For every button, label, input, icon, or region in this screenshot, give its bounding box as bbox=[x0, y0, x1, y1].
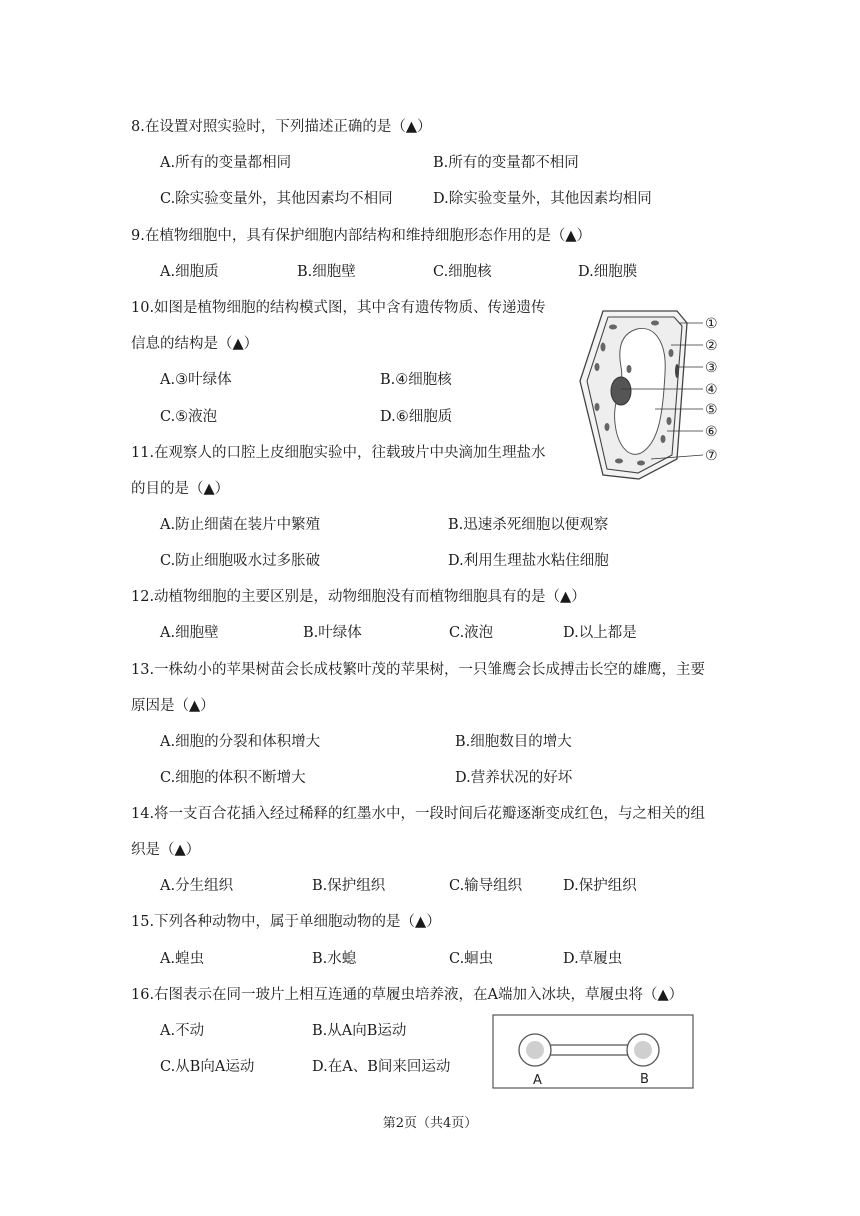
question-12-stem: 12.动植物细胞的主要区别是，动物细胞没有而植物细胞具有的是（▲） bbox=[131, 589, 586, 605]
question-13-stem-line2: 原因是（▲） bbox=[131, 698, 215, 714]
q15-option-c: C.蛔虫 bbox=[449, 951, 494, 967]
q10-option-d: D.⑥细胞质 bbox=[380, 409, 453, 425]
slide-diagram bbox=[492, 1014, 694, 1090]
q10-option-c: C.⑤液泡 bbox=[160, 409, 218, 425]
q16-option-d: D.在A、B间来回运动 bbox=[312, 1059, 451, 1075]
plant-cell-diagram bbox=[575, 303, 735, 483]
q10-option-a: A.③叶绿体 bbox=[160, 372, 232, 388]
q9-option-a: A.细胞质 bbox=[160, 264, 219, 280]
q11-option-c: C.防止细胞吸水过多胀破 bbox=[160, 553, 321, 569]
q8-option-d: D.除实验变量外，其他因素均相同 bbox=[433, 191, 652, 207]
q14-option-c: C.输导组织 bbox=[449, 878, 523, 894]
slide-label-a: A bbox=[533, 1073, 542, 1088]
q14-option-d: D.保护组织 bbox=[563, 878, 637, 894]
q8-option-c: C.除实验变量外，其他因素均不相同 bbox=[160, 191, 393, 207]
q13-option-a: A.细胞的分裂和体积增大 bbox=[160, 734, 321, 750]
question-16-stem: 16.右图表示在同一玻片上相互连通的草履虫培养液，在A端加入冰块，草履虫将（▲） bbox=[131, 987, 684, 1003]
q13-option-b: B.细胞数目的增大 bbox=[455, 734, 572, 750]
q11-option-a: A.防止细菌在装片中繁殖 bbox=[160, 517, 321, 533]
q8-option-b: B.所有的变量都不相同 bbox=[433, 155, 579, 171]
q16-option-b: B.从A向B运动 bbox=[312, 1023, 407, 1039]
cell-label-1: ① bbox=[705, 316, 718, 332]
question-15-stem: 15.下列各种动物中，属于单细胞动物的是（▲） bbox=[131, 914, 441, 930]
cell-label-2: ② bbox=[705, 338, 718, 354]
cell-label-7: ⑦ bbox=[705, 448, 718, 464]
question-13-stem-line1: 13.一株幼小的苹果树苗会长成枝繁叶茂的苹果树，一只雏鹰会长成搏击长空的雄鹰，主要 bbox=[131, 662, 706, 678]
question-10-stem-line1: 10.如图是植物细胞的结构模式图，其中含有遗传物质、传递遗传 bbox=[131, 300, 546, 316]
q15-option-a: A.蝗虫 bbox=[160, 951, 205, 967]
q9-option-b: B.细胞壁 bbox=[297, 264, 356, 280]
q12-option-a: A.细胞壁 bbox=[160, 625, 219, 641]
q16-option-a: A.不动 bbox=[160, 1023, 205, 1039]
question-11-stem-line2: 的目的是（▲） bbox=[131, 481, 230, 497]
cell-label-3: ③ bbox=[705, 360, 718, 376]
q15-option-d: D.草履虫 bbox=[563, 951, 623, 967]
question-11-stem-line1: 11.在观察人的口腔上皮细胞实验中，往载玻片中央滴加生理盐水 bbox=[131, 445, 546, 461]
q11-option-d: D.利用生理盐水粘住细胞 bbox=[448, 553, 609, 569]
q13-option-c: C.细胞的体积不断增大 bbox=[160, 770, 306, 786]
q8-option-a: A.所有的变量都相同 bbox=[160, 155, 292, 171]
question-14-stem-line2: 织是（▲） bbox=[131, 842, 201, 858]
cell-label-6: ⑥ bbox=[705, 424, 718, 440]
cell-label-5: ⑤ bbox=[705, 402, 718, 418]
question-10-stem-line2: 信息的结构是（▲） bbox=[131, 336, 259, 352]
cell-label-4: ④ bbox=[705, 382, 718, 398]
q12-option-b: B.叶绿体 bbox=[303, 625, 362, 641]
slide-label-b: B bbox=[640, 1072, 649, 1087]
q11-option-b: B.迅速杀死细胞以便观察 bbox=[448, 517, 609, 533]
question-9-stem: 9.在植物细胞中，具有保护细胞内部结构和维持细胞形态作用的是（▲） bbox=[131, 228, 591, 244]
question-14-stem-line1: 14.将一支百合花插入经过稀释的红墨水中，一段时间后花瓣逐渐变成红色，与之相关的组 bbox=[131, 806, 706, 822]
q12-option-c: C.液泡 bbox=[449, 625, 494, 641]
q13-option-d: D.营养状况的好坏 bbox=[455, 770, 573, 786]
q12-option-d: D.以上都是 bbox=[563, 625, 637, 641]
q15-option-b: B.水螅 bbox=[312, 951, 357, 967]
q16-option-c: C.从B向A运动 bbox=[160, 1059, 255, 1075]
q9-option-c: C.细胞核 bbox=[433, 264, 492, 280]
q14-option-b: B.保护组织 bbox=[312, 878, 386, 894]
q9-option-d: D.细胞膜 bbox=[578, 264, 638, 280]
question-8-stem: 8.在设置对照实验时，下列描述正确的是（▲） bbox=[131, 119, 432, 135]
q10-option-b: B.④细胞核 bbox=[380, 372, 452, 388]
page-footer: 第2页（共4页） bbox=[382, 1116, 478, 1131]
q14-option-a: A.分生组织 bbox=[160, 878, 234, 894]
